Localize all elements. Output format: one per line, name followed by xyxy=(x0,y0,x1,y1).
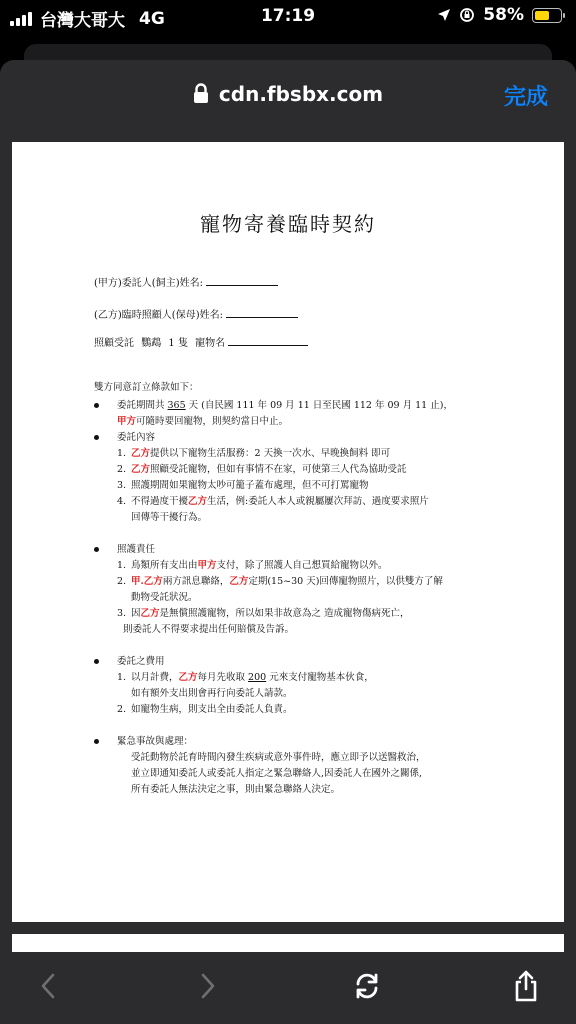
viewer-nav-bar xyxy=(0,60,576,132)
list-item xyxy=(94,446,494,462)
party-b-field xyxy=(94,306,298,321)
chevron-right-icon xyxy=(200,973,216,999)
fee-amount: 200 xyxy=(248,672,267,683)
status-right xyxy=(437,5,562,25)
rotation-lock-icon xyxy=(459,7,475,23)
item-text: 照顧受託寵物，但如有事情不在家，可使第三人代為協助受託 xyxy=(150,464,407,475)
party-b-label: (乙方)臨時照顧人(保母)姓名: xyxy=(94,310,223,321)
party-label: 乙方 xyxy=(178,672,198,683)
item-number: 2. xyxy=(117,704,127,715)
party-label: 乙方 xyxy=(131,464,151,475)
document-viewer-sheet xyxy=(0,60,576,1024)
party-a-blank xyxy=(206,276,278,286)
carrier-name: 台灣大哥大 xyxy=(40,11,125,31)
party-b-blank xyxy=(226,308,298,318)
reload-icon xyxy=(352,971,382,1001)
item-number: 1. xyxy=(117,560,127,571)
party-label: 甲方 xyxy=(197,560,217,571)
pet-type: 鸚鵡 xyxy=(141,338,162,349)
item-continuation: 如有額外支出則會再行向委託人請款。 xyxy=(131,688,293,699)
section-heading: 委託之費用 xyxy=(94,654,494,670)
list-item xyxy=(94,462,494,478)
list-item xyxy=(94,478,494,494)
item-text: 元來支付寵物基本伙食， xyxy=(269,672,374,683)
term-period-cont xyxy=(94,414,494,430)
item-text: 兩方訊息聯絡， xyxy=(162,576,230,587)
item-text: 鳥類所有支出由 xyxy=(131,560,198,571)
bottom-toolbar xyxy=(0,952,576,1024)
item-text: 因 xyxy=(131,608,141,619)
location-arrow-icon xyxy=(437,8,451,22)
paragraph-line: 並立即通知委託人或委託人指定之緊急聯絡人,因委託人在國外之關係, xyxy=(131,768,423,779)
pet-count: 1 xyxy=(168,338,175,349)
list-item xyxy=(94,702,494,718)
pet-prefix: 照顧受託 xyxy=(94,338,134,349)
party-label: 甲.乙方 xyxy=(131,576,163,587)
share-button[interactable] xyxy=(506,966,546,1006)
lock-icon xyxy=(193,83,209,103)
battery-icon xyxy=(532,8,562,23)
party-label: 甲方 xyxy=(117,416,137,427)
item-text: 是無償照護寵物，所以如果非故意為之 造成寵物傷病死亡， xyxy=(159,608,410,619)
back-button[interactable] xyxy=(28,966,68,1006)
term-period xyxy=(94,398,494,414)
item-text: 生活，例:委託人本人或親屬屢次拜訪、過度要求照片 xyxy=(207,496,429,507)
pet-name-label: 寵物名 xyxy=(195,338,226,349)
item-continuation: 回傳等干擾行為。 xyxy=(131,512,208,523)
list-item xyxy=(94,494,494,510)
section-heading: 緊急事故與處理： xyxy=(94,734,494,750)
item-number: 3. xyxy=(117,480,127,491)
paragraph-line: 所有委託人無法決定之事，則由緊急聯絡人決定。 xyxy=(131,784,341,795)
battery-percent: 58% xyxy=(483,5,524,25)
party-label: 乙方 xyxy=(131,448,151,459)
network-type: 4G xyxy=(139,8,165,29)
forward-button[interactable] xyxy=(188,966,228,1006)
contract-terms xyxy=(94,380,494,798)
item-continuation: 動物受託狀況。 xyxy=(131,592,198,603)
url-text: cdn.fbsbx.com xyxy=(218,82,384,106)
party-a-field xyxy=(94,274,278,289)
item-text: 不得過度干擾 xyxy=(131,496,189,507)
item-number: 2. xyxy=(117,576,127,587)
item-text: 提供以下寵物生活服務：2 天換一次水、早晚換飼料 即可 xyxy=(150,448,391,459)
chevron-left-icon xyxy=(40,973,56,999)
done-button[interactable]: 完成 xyxy=(503,85,548,110)
document-page xyxy=(12,142,564,922)
party-a-label: (甲方)委託人(飼主)姓名: xyxy=(94,278,203,289)
reload-button[interactable] xyxy=(347,966,387,1006)
item-number: 3. xyxy=(117,608,127,619)
list-item xyxy=(94,606,494,622)
item-number: 2. xyxy=(117,464,127,475)
list-item xyxy=(94,670,494,686)
pet-field xyxy=(94,334,308,349)
document-title: 寵物寄養臨時契約 xyxy=(200,212,376,236)
item-text: 照護期間如果寵物太吵可籠子蓋布處理，但不可打罵寵物 xyxy=(131,480,369,491)
term-period-end: 可隨時要回寵物，則契約當日中止。 xyxy=(136,416,289,427)
pet-unit: 隻 xyxy=(177,338,188,349)
item-number: 1. xyxy=(117,672,127,683)
item-continuation: 則委託人不得要求提出任何賠償及告訴。 xyxy=(123,624,295,635)
section-heading: 照護責任 xyxy=(94,542,494,558)
status-bar xyxy=(0,0,576,34)
item-text: 如寵物生病，則支出全由委託人負責。 xyxy=(131,704,293,715)
term-days: 365 xyxy=(167,400,186,411)
terms-intro: 雙方同意訂立條款如下： xyxy=(94,382,199,393)
item-number: 4. xyxy=(117,496,127,507)
list-item xyxy=(94,558,494,574)
item-text: 以月計費， xyxy=(131,672,179,683)
status-time: 17:19 xyxy=(260,6,316,26)
list-item xyxy=(94,574,494,590)
url-label xyxy=(0,82,576,106)
item-text: 每月先收取 xyxy=(197,672,246,683)
paragraph-line: 受託動物於託育時間內發生疾病或意外事件時，應立即予以送醫救治， xyxy=(131,752,426,763)
item-text: 支付，除了照護人自己想買給寵物以外。 xyxy=(216,560,388,571)
item-number: 1. xyxy=(117,448,127,459)
next-document-page xyxy=(12,934,564,952)
party-label: 乙方 xyxy=(188,496,208,507)
term-period-range: 天 (自民國 111 年 09 月 11 日至民國 112 年 09 月 11 止)， xyxy=(188,400,453,411)
party-label: 乙方 xyxy=(229,576,249,587)
party-label: 乙方 xyxy=(140,608,160,619)
document-scroll-area[interactable] xyxy=(0,132,576,952)
pet-name-blank xyxy=(228,336,308,346)
share-icon xyxy=(513,970,539,1002)
item-text: 定期(15~30 天)回傳寵物照片，以供雙方了解 xyxy=(248,576,443,587)
term-period-text: 委託期間共 xyxy=(117,400,165,411)
section-heading: 委託內容 xyxy=(94,430,494,446)
